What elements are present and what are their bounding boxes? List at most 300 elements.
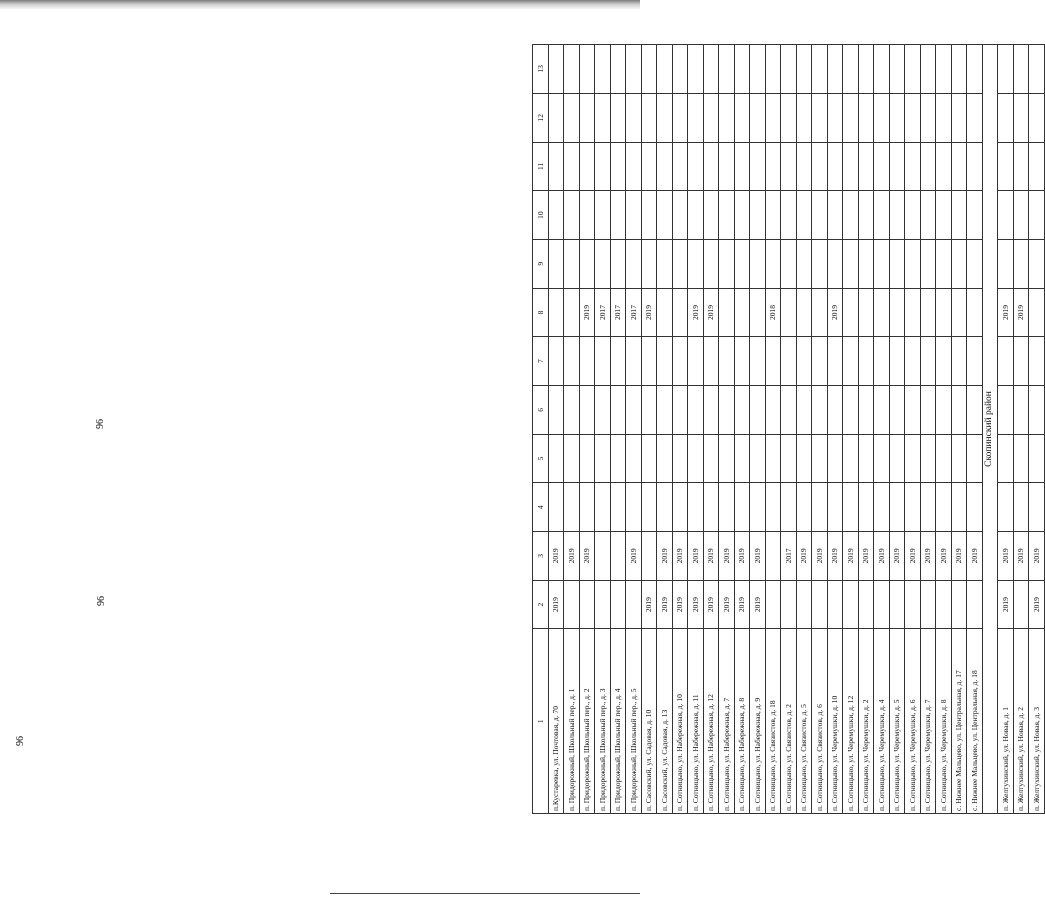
- year-cell: [998, 142, 1014, 191]
- year-cell: 2019: [641, 288, 657, 337]
- year-cell: [703, 337, 719, 386]
- year-cell: [672, 239, 688, 288]
- year-cell: [734, 337, 750, 386]
- year-cell: [688, 434, 704, 483]
- year-cell: [889, 580, 905, 629]
- year-cell: [610, 142, 626, 191]
- address-cell: п. Сотницыно, ул. Черемушки, д. 12: [843, 629, 859, 814]
- table-row: [610, 45, 626, 814]
- year-cell: [998, 239, 1014, 288]
- year-cell: [951, 483, 967, 532]
- year-cell: 2019: [1029, 532, 1045, 581]
- year-cell: 2019: [951, 532, 967, 581]
- year-cell: [998, 93, 1014, 142]
- year-cell: [564, 434, 580, 483]
- table-row: [812, 45, 828, 814]
- year-cell: 2019: [564, 532, 580, 581]
- year-cell: [719, 337, 735, 386]
- year-cell: [657, 93, 673, 142]
- year-cell: [657, 239, 673, 288]
- address-cell: п. Сасовский, ул. Садовая, д. 13: [657, 629, 673, 814]
- year-cell: [579, 93, 595, 142]
- year-cell: [827, 580, 843, 629]
- year-cell: [858, 434, 874, 483]
- year-cell: [905, 45, 921, 94]
- year-cell: [595, 434, 611, 483]
- year-cell: [874, 434, 890, 483]
- table-row: [1029, 45, 1045, 814]
- year-cell: [610, 532, 626, 581]
- year-cell: 2019: [998, 580, 1014, 629]
- year-cell: [812, 239, 828, 288]
- year-cell: 2019: [734, 532, 750, 581]
- year-cell: [688, 483, 704, 532]
- year-cell: 2019: [579, 288, 595, 337]
- year-cell: [920, 580, 936, 629]
- year-cell: [967, 483, 983, 532]
- year-cell: 2019: [548, 580, 564, 629]
- year-cell: [781, 483, 797, 532]
- year-cell: [827, 483, 843, 532]
- year-cell: [719, 239, 735, 288]
- year-cell: [967, 45, 983, 94]
- year-cell: [1029, 337, 1045, 386]
- year-cell: [874, 142, 890, 191]
- table-row: [781, 45, 797, 814]
- year-cell: [719, 385, 735, 434]
- year-cell: 2019: [641, 580, 657, 629]
- year-cell: [1013, 483, 1029, 532]
- year-cell: [796, 239, 812, 288]
- year-cell: [905, 483, 921, 532]
- address-cell: п. Сотницыно, ул. Набережная, д. 8: [734, 629, 750, 814]
- address-cell: п. Сотницыно, ул. Черемушки, д. 2: [858, 629, 874, 814]
- table-row: [936, 45, 952, 814]
- year-cell: [796, 580, 812, 629]
- year-cell: [874, 191, 890, 240]
- year-cell: [936, 288, 952, 337]
- year-cell: [936, 239, 952, 288]
- year-cell: [905, 239, 921, 288]
- year-cell: [750, 45, 766, 94]
- column-header-5: 5: [533, 434, 549, 483]
- table-row: [858, 45, 874, 814]
- year-cell: [920, 483, 936, 532]
- address-cell: п.Кустаревка, ул. Почтовая, д. 70: [548, 629, 564, 814]
- year-cell: [812, 483, 828, 532]
- year-cell: [641, 45, 657, 94]
- table-row: [765, 45, 781, 814]
- year-cell: [750, 337, 766, 386]
- year-cell: [951, 434, 967, 483]
- year-cell: [750, 385, 766, 434]
- year-cell: [564, 191, 580, 240]
- year-cell: [843, 239, 859, 288]
- year-cell: [843, 580, 859, 629]
- year-cell: [765, 483, 781, 532]
- address-cell: п. Сотницыно, ул. Набережная, д. 7: [719, 629, 735, 814]
- year-cell: [595, 580, 611, 629]
- table-row: [843, 45, 859, 814]
- year-cell: 2019: [1013, 288, 1029, 337]
- column-header-3: 3: [533, 532, 549, 581]
- year-cell: [874, 45, 890, 94]
- year-cell: [765, 580, 781, 629]
- year-cell: [719, 288, 735, 337]
- year-cell: [750, 483, 766, 532]
- year-cell: [579, 385, 595, 434]
- year-cell: [874, 483, 890, 532]
- year-cell: [734, 191, 750, 240]
- year-cell: [998, 337, 1014, 386]
- year-cell: [595, 142, 611, 191]
- column-header-1: 1: [533, 629, 549, 814]
- year-cell: [843, 191, 859, 240]
- address-cell: п. Сотницыно, ул. Черемушки, д. 10: [827, 629, 843, 814]
- year-cell: [703, 434, 719, 483]
- year-cell: [812, 93, 828, 142]
- year-cell: [610, 191, 626, 240]
- year-cell: [781, 142, 797, 191]
- year-cell: [750, 239, 766, 288]
- year-cell: [548, 239, 564, 288]
- address-cell: п. Сотницыно, ул. Черемушки, д. 4: [874, 629, 890, 814]
- year-cell: [672, 337, 688, 386]
- year-cell: [812, 191, 828, 240]
- year-cell: 2018: [765, 288, 781, 337]
- year-cell: [734, 239, 750, 288]
- address-cell: п. Сотницыно, ул. Черемушки, д. 8: [936, 629, 952, 814]
- year-cell: [765, 239, 781, 288]
- table-row: [548, 45, 564, 814]
- address-cell: п. Сотницыно, ул. Связистов, д. 6: [812, 629, 828, 814]
- year-cell: [595, 385, 611, 434]
- year-cell: [688, 337, 704, 386]
- year-cell: [936, 434, 952, 483]
- year-cell: [936, 483, 952, 532]
- column-header-11: 11: [533, 142, 549, 191]
- year-cell: [564, 580, 580, 629]
- year-cell: [688, 45, 704, 94]
- year-cell: [796, 191, 812, 240]
- year-cell: [579, 580, 595, 629]
- table-body: [548, 45, 1044, 814]
- year-cell: [564, 93, 580, 142]
- year-cell: [920, 337, 936, 386]
- year-cell: [564, 288, 580, 337]
- address-cell: п. Придорожный, Школьный пер., д. 2: [579, 629, 595, 814]
- year-cell: [951, 337, 967, 386]
- address-cell: п. Сотницыно, ул. Связистов, д. 5: [796, 629, 812, 814]
- year-cell: [610, 385, 626, 434]
- year-cell: [657, 434, 673, 483]
- year-cell: [812, 385, 828, 434]
- year-cell: [703, 191, 719, 240]
- year-cell: [672, 385, 688, 434]
- year-cell: [610, 434, 626, 483]
- year-cell: [920, 142, 936, 191]
- year-cell: [951, 239, 967, 288]
- year-cell: [719, 434, 735, 483]
- year-cell: [812, 337, 828, 386]
- column-header-7: 7: [533, 337, 549, 386]
- column-header-4: 4: [533, 483, 549, 532]
- page-number-middle: 96: [96, 596, 107, 606]
- year-cell: [610, 483, 626, 532]
- year-cell: [905, 191, 921, 240]
- year-cell: [796, 483, 812, 532]
- year-cell: [905, 288, 921, 337]
- address-cell: п. Придорожный, Школьный пер., д. 4: [610, 629, 626, 814]
- year-cell: [548, 288, 564, 337]
- year-cell: 2019: [827, 532, 843, 581]
- year-cell: [827, 45, 843, 94]
- year-cell: 2017: [610, 288, 626, 337]
- year-cell: [889, 434, 905, 483]
- year-cell: [564, 337, 580, 386]
- column-header-9: 9: [533, 239, 549, 288]
- address-cell: п. Желтухинский, ул. Новая, д. 3: [1029, 629, 1045, 814]
- year-cell: [920, 239, 936, 288]
- year-cell: [564, 239, 580, 288]
- year-cell: [672, 191, 688, 240]
- column-header-2: 2: [533, 580, 549, 629]
- year-cell: [796, 385, 812, 434]
- address-cell: п. Придорожный, Школьный пер., д. 5: [626, 629, 642, 814]
- year-cell: [951, 288, 967, 337]
- year-cell: [595, 93, 611, 142]
- year-cell: [920, 288, 936, 337]
- year-cell: 2019: [672, 580, 688, 629]
- year-cell: [843, 45, 859, 94]
- year-cell: [843, 385, 859, 434]
- year-cell: [951, 191, 967, 240]
- year-cell: [967, 385, 983, 434]
- year-cell: [967, 191, 983, 240]
- year-cell: [595, 45, 611, 94]
- year-cell: 2019: [874, 532, 890, 581]
- year-cell: [781, 93, 797, 142]
- column-header-6: 6: [533, 385, 549, 434]
- year-cell: [688, 142, 704, 191]
- year-cell: [672, 142, 688, 191]
- year-cell: [874, 385, 890, 434]
- year-cell: [889, 385, 905, 434]
- address-cell: п. Сасовский, ул. Садовая, д. 10: [641, 629, 657, 814]
- year-cell: [765, 434, 781, 483]
- year-cell: [1029, 142, 1045, 191]
- year-cell: 2019: [579, 532, 595, 581]
- year-cell: [672, 288, 688, 337]
- year-cell: 2019: [843, 532, 859, 581]
- year-cell: [595, 191, 611, 240]
- year-cell: [796, 93, 812, 142]
- year-cell: [843, 337, 859, 386]
- year-cell: [998, 483, 1014, 532]
- scan-line: [330, 893, 640, 894]
- year-cell: [905, 93, 921, 142]
- year-cell: 2019: [657, 580, 673, 629]
- year-cell: [657, 483, 673, 532]
- year-cell: [688, 93, 704, 142]
- year-cell: 2019: [1013, 532, 1029, 581]
- year-cell: [610, 239, 626, 288]
- year-cell: [998, 191, 1014, 240]
- year-cell: [719, 191, 735, 240]
- table-row: [579, 45, 595, 814]
- address-cell: п. Желтухинский, ул. Новая, д. 2: [1013, 629, 1029, 814]
- year-cell: [781, 239, 797, 288]
- year-cell: [936, 385, 952, 434]
- year-cell: [657, 142, 673, 191]
- year-cell: [889, 288, 905, 337]
- year-cell: [827, 142, 843, 191]
- year-cell: [703, 483, 719, 532]
- year-cell: [1013, 385, 1029, 434]
- year-cell: [1013, 239, 1029, 288]
- year-cell: [579, 239, 595, 288]
- address-cell: п. Придорожный, Школьный пер., д. 1: [564, 629, 580, 814]
- table-row: [734, 45, 750, 814]
- year-cell: 2019: [688, 532, 704, 581]
- year-cell: 2017: [626, 288, 642, 337]
- year-cell: [626, 142, 642, 191]
- year-cell: [858, 93, 874, 142]
- year-cell: [579, 45, 595, 94]
- year-cell: [951, 385, 967, 434]
- year-cell: [920, 45, 936, 94]
- year-cell: [703, 239, 719, 288]
- year-cell: 2019: [719, 532, 735, 581]
- year-cell: [967, 239, 983, 288]
- year-cell: [1029, 288, 1045, 337]
- table-row: [874, 45, 890, 814]
- year-cell: [734, 385, 750, 434]
- year-cell: [936, 93, 952, 142]
- year-cell: [626, 93, 642, 142]
- year-cell: [548, 142, 564, 191]
- year-cell: 2019: [920, 532, 936, 581]
- year-cell: [579, 191, 595, 240]
- year-cell: [626, 385, 642, 434]
- year-cell: 2019: [967, 532, 983, 581]
- year-cell: [626, 580, 642, 629]
- year-cell: [595, 239, 611, 288]
- table-row: [595, 45, 611, 814]
- year-cell: [889, 239, 905, 288]
- year-cell: [564, 45, 580, 94]
- year-cell: [781, 385, 797, 434]
- address-cell: п. Сотницыно, ул. Набережная, д. 10: [672, 629, 688, 814]
- table-row: [672, 45, 688, 814]
- year-cell: [641, 385, 657, 434]
- year-cell: [1029, 239, 1045, 288]
- year-cell: [889, 142, 905, 191]
- year-cell: [579, 483, 595, 532]
- year-cell: [843, 142, 859, 191]
- table-row: [796, 45, 812, 814]
- year-cell: [657, 337, 673, 386]
- year-cell: [967, 142, 983, 191]
- year-cell: [610, 45, 626, 94]
- year-cell: [750, 191, 766, 240]
- year-cell: [734, 142, 750, 191]
- table-row: [889, 45, 905, 814]
- year-cell: [812, 142, 828, 191]
- year-cell: 2017: [781, 532, 797, 581]
- year-cell: [734, 93, 750, 142]
- year-cell: [781, 337, 797, 386]
- year-cell: [843, 483, 859, 532]
- year-cell: [812, 45, 828, 94]
- column-header-10: 10: [533, 191, 549, 240]
- section-title: Скопинский район: [982, 45, 998, 814]
- year-cell: [843, 288, 859, 337]
- year-cell: [641, 532, 657, 581]
- year-cell: [765, 337, 781, 386]
- table-row: [1013, 45, 1029, 814]
- year-cell: [889, 45, 905, 94]
- year-cell: [750, 142, 766, 191]
- year-cell: [874, 288, 890, 337]
- year-cell: [703, 45, 719, 94]
- year-cell: [750, 93, 766, 142]
- year-cell: [765, 191, 781, 240]
- year-cell: [812, 434, 828, 483]
- address-cell: п. Сотницыно, ул. Черемушки, д. 7: [920, 629, 936, 814]
- address-cell: п. Сотницыно, ул. Связистов, д. 18: [765, 629, 781, 814]
- year-cell: [920, 385, 936, 434]
- year-cell: [1013, 191, 1029, 240]
- year-cell: [719, 93, 735, 142]
- year-cell: [967, 580, 983, 629]
- scan-edge: [0, 0, 640, 10]
- year-cell: [672, 93, 688, 142]
- year-cell: [1029, 434, 1045, 483]
- year-cell: [548, 385, 564, 434]
- year-cell: [734, 483, 750, 532]
- year-cell: [703, 93, 719, 142]
- year-cell: [579, 142, 595, 191]
- year-cell: [719, 483, 735, 532]
- year-cell: [781, 288, 797, 337]
- year-cell: [610, 580, 626, 629]
- table-row: [626, 45, 642, 814]
- year-cell: [951, 93, 967, 142]
- year-cell: [827, 385, 843, 434]
- year-cell: [719, 142, 735, 191]
- year-cell: [858, 288, 874, 337]
- table-row: [564, 45, 580, 814]
- year-cell: 2019: [998, 532, 1014, 581]
- year-cell: [610, 93, 626, 142]
- year-cell: [796, 45, 812, 94]
- address-cell: п. Сотницыно, ул. Набережная, д. 11: [688, 629, 704, 814]
- year-cell: [858, 239, 874, 288]
- column-header-12: 12: [533, 93, 549, 142]
- year-cell: [812, 580, 828, 629]
- year-cell: [595, 532, 611, 581]
- year-cell: [765, 45, 781, 94]
- year-cell: [1029, 483, 1045, 532]
- year-cell: [936, 45, 952, 94]
- year-cell: 2019: [703, 580, 719, 629]
- address-cell: п. Сотницыно, ул. Набережная, д. 9: [750, 629, 766, 814]
- year-cell: [672, 434, 688, 483]
- table-row: [750, 45, 766, 814]
- year-cell: [858, 337, 874, 386]
- year-cell: [827, 239, 843, 288]
